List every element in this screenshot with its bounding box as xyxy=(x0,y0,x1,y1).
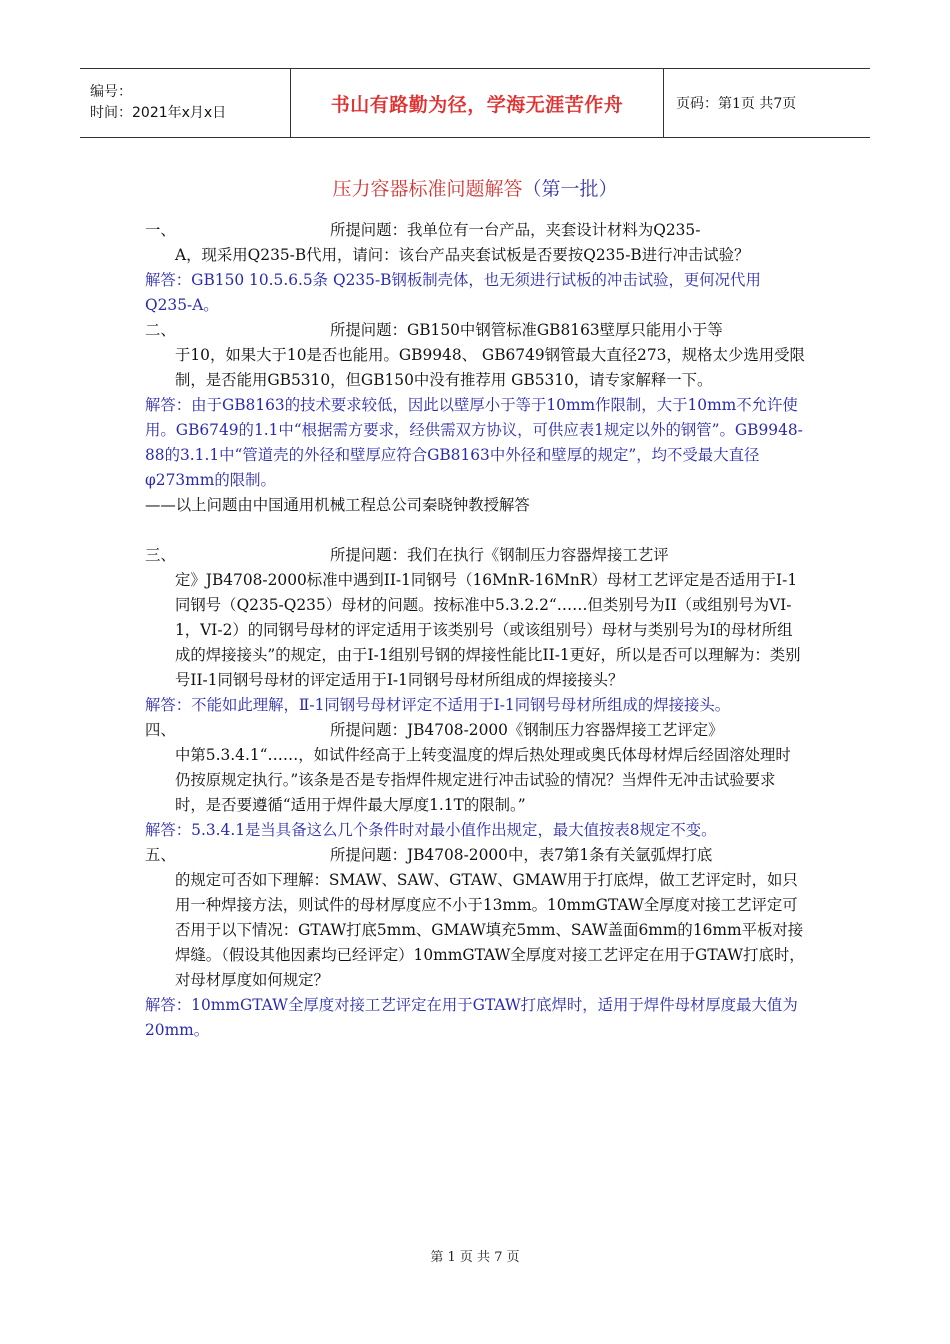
question-number: 四、 xyxy=(145,721,176,739)
header-motto xyxy=(290,69,664,137)
time-label: 时间：2021年x月x日 xyxy=(90,105,227,121)
question-text: 定》JB4708-2000标准中遇到II-1同钢号（16MnR-16MnR）母材工艺评定是否适用于I-1同钢号（Q235-Q235）母材的问题。按标准中5.3.2.2“……但类别号为II（或组别号为VI-1，VI-2）的同钢号母材的评定适用于该类别号（或该组别号）母材与类别号为I的母材所组成的焊接接头”的规定，由于I-1组别号钢的焊接性能比II-1更好，所以是否可以理解为：类别号II-1同钢号母材的评定适用于I-1同钢号母材所组成的焊接接头？ xyxy=(175,571,801,689)
document-body xyxy=(145,218,805,1043)
header-meta xyxy=(80,69,290,137)
question-text: 于10，如果大于10是否也能用。GB9948、 GB6749钢管最大直径273，规格太少选用受限制，是否能用GB5310，但GB150中没有推荐用 GB5310，请专家解释一下。 xyxy=(175,346,805,389)
question-item-3 xyxy=(145,543,805,718)
answer-text: 解答：10mmGTAW全厚度对接工艺评定在用于GTAW打底焊时，适用于焊件母材厚度最大值为20mm。 xyxy=(145,996,798,1039)
question-first-line: 所提问题：JB4708-2000中，表7第1条有关氩弧焊打底 xyxy=(330,846,713,864)
question-text: 中第5.3.4.1“……，如试件经高于上转变温度的焊后热处理或奥氏体母材焊后经固溶处理时仍按原规定执行。”该条是否是专指焊件规定进行冲击试验的情况？当焊件无冲击试验要求时，是否要遵循“适用于焊件最大厚度1.1T的限制。” xyxy=(175,746,791,814)
credit-line: ——以上问题由中国通用机械工程总公司秦晓钟教授解答 xyxy=(145,496,530,514)
question-text: A，现采用Q235-B代用，请问：该台产品夹套试板是否要按Q235-B进行冲击试验？ xyxy=(175,246,750,264)
code-label: 编号： xyxy=(90,84,132,100)
title-sub: （第一批） xyxy=(522,178,618,200)
question-first-line: 所提问题：我单位有一台产品，夹套设计材料为Q235- xyxy=(330,221,701,239)
answer-text: 解答：GB150 10.5.6.5条 Q235-B钢板制壳体，也无须进行试板的冲击试验，更何况代用Q235-A。 xyxy=(145,271,761,314)
question-number: 三、 xyxy=(145,546,176,564)
question-first-line: 所提问题：JB4708-2000《钢制压力容器焊接工艺评定》 xyxy=(330,721,724,739)
question-number: 二、 xyxy=(145,321,176,339)
header-page-info: 页码：第1页 共7页 xyxy=(676,96,797,112)
question-number: 一、 xyxy=(145,221,176,239)
question-item-4 xyxy=(145,718,805,843)
question-number: 五、 xyxy=(145,846,176,864)
answer-text: 解答：5.3.4.1是当具备这么几个条件时对最小值作出规定，最大值按表8规定不变。 xyxy=(145,821,717,839)
motto-text: 书山有路勤为径，学海无涯苦作舟 xyxy=(330,93,624,116)
question-first-line: 所提问题：GB150中钢管标准GB8163壁厚只能用小于等 xyxy=(330,321,723,339)
question-item-2 xyxy=(145,318,805,493)
answer-text: 解答：由于GB8163的技术要求较低，因此以壁厚小于等于10mm作限制，大于10mm不允许使用。GB6749的1.1中“根据需方要求，经供需双方协议，可供应表1规定以外的钢管”。GB9948-88的3.1.1中“管道壳的外径和壁厚应符合GB8163中外径和壁厚的规定”，均不受最大直径 φ273mm的限制。 xyxy=(145,396,803,489)
question-first-line: 所提问题：我们在执行《钢制压力容器焊接工艺评 xyxy=(330,546,669,564)
question-text: 的规定可否如下理解：SMAW、SAW、GTAW、GMAW用于打底焊，做工艺评定时，如只用一种焊接方法，则试件的母材厚度应不小于13mm。10mmGTAW全厚度对接工艺评定可否用于以下情况：GTAW打底5mm、GMAW填充5mm、SAW盖面6mm的16mm平板对接焊缝。（假设其他因素均已经评定）10mmGTAW全厚度对接工艺评定在用于GTAW打底时，对母材厚度如何规定？ xyxy=(175,871,805,989)
header-table xyxy=(80,68,870,138)
question-item-1 xyxy=(145,218,805,318)
page-title xyxy=(0,174,950,201)
answer-text: 解答：不能如此理解，Ⅱ-1同钢号母材评定不适用于Ⅰ-1同钢号母材所组成的焊接接头。 xyxy=(145,696,731,714)
title-main: 压力容器标准问题解答 xyxy=(332,178,523,200)
question-item-5 xyxy=(145,843,805,1043)
spacer xyxy=(145,518,805,543)
page-footer: 第 1 页 共 7 页 xyxy=(430,1250,520,1265)
